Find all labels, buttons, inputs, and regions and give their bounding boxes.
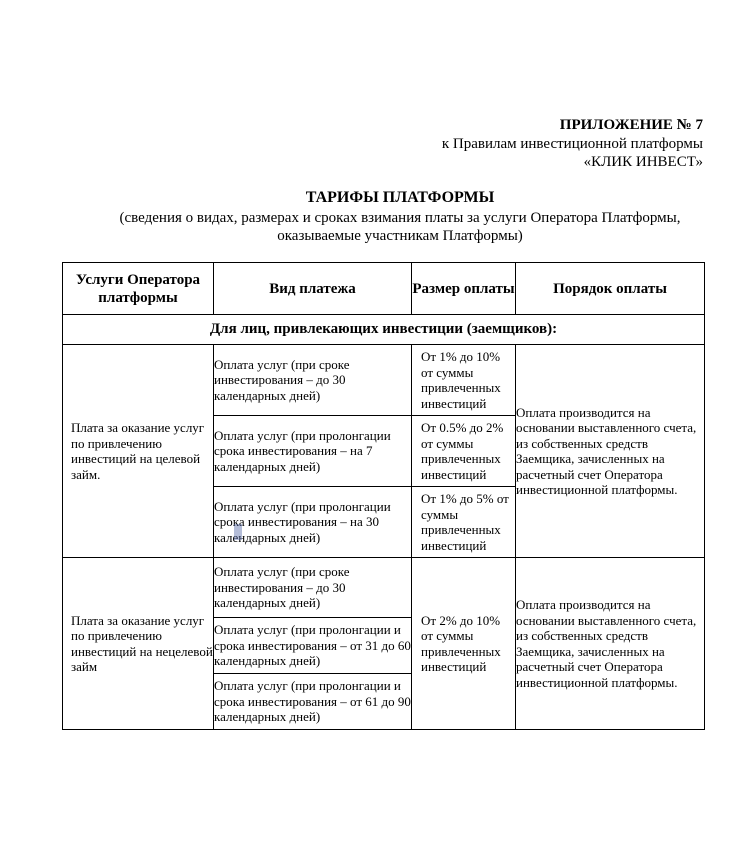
table-row [63,345,705,416]
service-cell: Плата за оказание услуг по привлечению инвестиций на целевой займ. [63,345,214,558]
text-cursor [234,524,242,540]
table-row [63,558,705,618]
section-row [63,315,705,345]
header-services: Услуги Оператора платформы [63,263,214,315]
service-cell: Плата за оказание услуг по привлечению инвестиций на нецелевой займ [63,558,214,730]
page-subtitle-line2: оказываемые участникам Платформы) [277,228,523,244]
amount-cell: От 1% до 10% от суммы привлеченных инвестиций [412,345,516,416]
payment-cell: Оплата услуг (при пролонгации срока инвестирования – на 7 календарных дней) [214,416,412,487]
appendix-number: ПРИЛОЖЕНИЕ № 7 [559,117,703,133]
procedure-cell: Оплата производится на основании выставленного счета, из собственных средств Заемщика, зачисленных на расчетный счет Оператора инвестиционной платформы. [516,558,705,730]
procedure-cell: Оплата производится на основании выставленного счета, из собственных средств Заемщика, зачисленных на расчетный счет Оператора инвестиционной платформы. [516,345,705,558]
page-title: ТАРИФЫ ПЛАТФОРМЫ [305,189,495,206]
amount-cell: От 1% до 5% от суммы привлеченных инвестиций [412,487,516,558]
payment-cell: Оплата услуг (при пролонгации и срока инвестирования – от 31 до 60 календарных дней) [214,618,412,674]
page-subtitle-line1: (сведения о видах, размерах и сроках взимания платы за услуги Оператора Платформы, [119,210,681,226]
payment-cell: Оплата услуг (при пролонгации и срока инвестирования – от 61 до 90 календарных дней) [214,674,412,730]
amount-cell: От 2% до 10% от суммы привлеченных инвестиций [412,558,516,730]
tariffs-table [62,262,705,730]
amount-cell: От 0.5% до 2% от суммы привлеченных инвестиций [412,416,516,487]
header-procedure: Порядок оплаты [516,263,705,315]
appendix-rules-line: к Правилам инвестиционной платформы [441,136,703,152]
header-payment-type: Вид платежа [214,263,412,315]
appendix-platform-name: «КЛИК ИНВЕСТ» [583,154,703,170]
payment-cell: Оплата услуг (при пролонгации срока инвестирования – на 30 календарных дней) [214,487,412,558]
table-header-row [63,263,705,315]
payment-cell: Оплата услуг (при сроке инвестирования – до 30 календарных дней) [214,558,412,618]
payment-cell: Оплата услуг (при сроке инвестирования – до 30 календарных дней) [214,345,412,416]
header-amount: Размер оплаты [412,263,516,315]
section-title: Для лиц, привлекающих инвестиции (заемщиков): [63,315,705,345]
